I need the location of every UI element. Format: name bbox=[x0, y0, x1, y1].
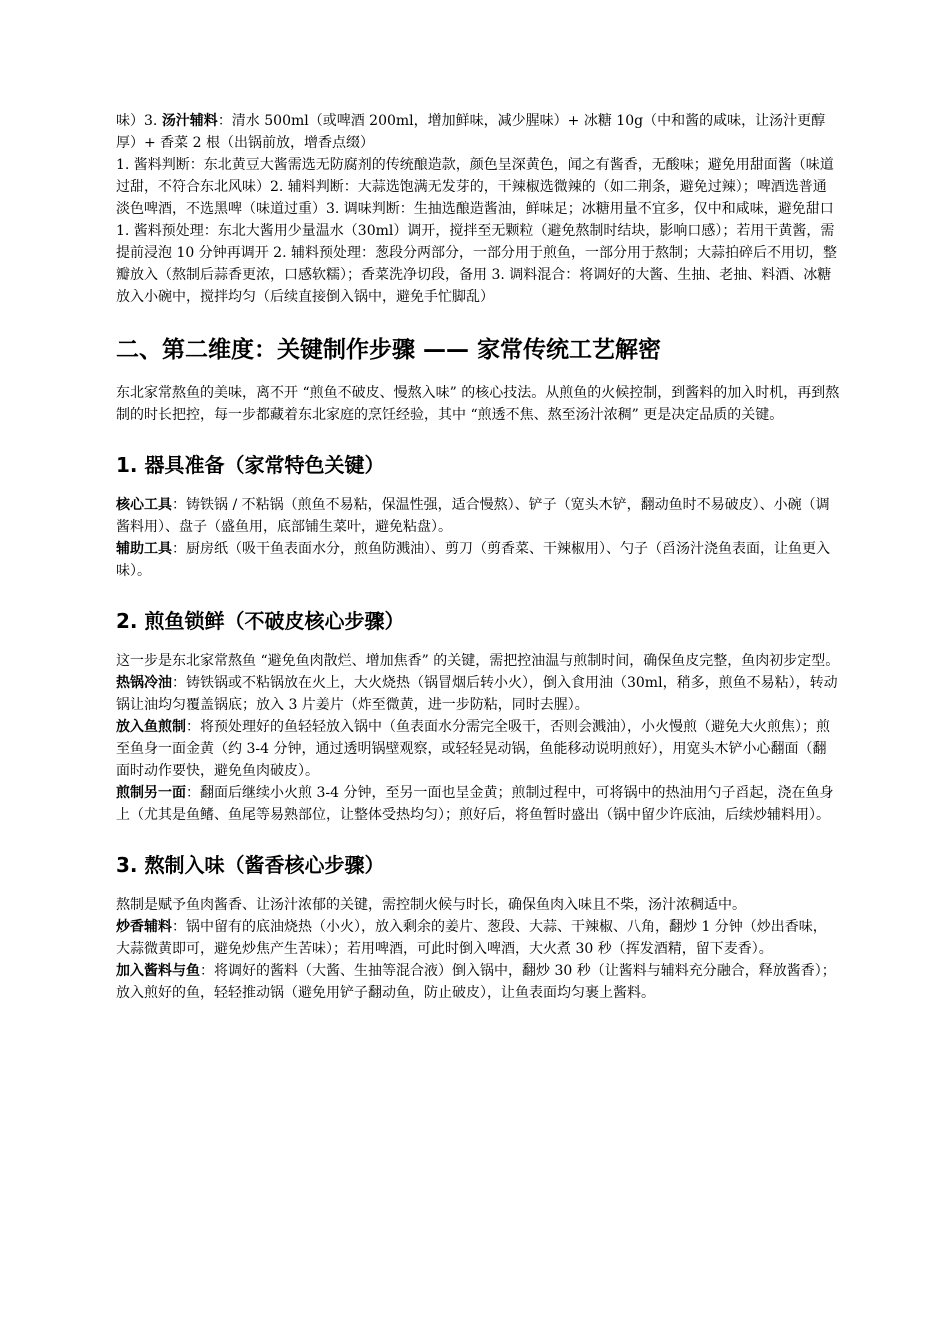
section-intro: 东北家常熬鱼的美味，离不开 “煎鱼不破皮、慢熬入味” 的核心技法。从煎鱼的火候控制，到酱料的加入时机，再到熬制的时长把控，每一步都藏着东北家庭的烹饪经验，其中 “煎透不焦、熬至汤汁浓稠” 更是决定品质的关键。 bbox=[116, 385, 840, 423]
subsection-heading-tools: 1. 器具准备（家常特色关键） bbox=[116, 453, 385, 477]
bold-label: 汤汁辅料 bbox=[161, 113, 218, 129]
paragraph-frying-step3: 煎制另一面：翻面后继续小火煎 3-4 分钟，至另一面也呈金黄；煎制过程中，可将锅中的热油用勺子舀起，浇在鱼身上（尤其是鱼鳍、鱼尾等易熟部位，让整体受热均匀）；煎好后，将鱼暂时盛出（锅中留少许底油，后续炒辅料用）。 bbox=[116, 785, 834, 823]
bold-label: 加入酱料与鱼 bbox=[116, 963, 200, 979]
bold-label: 炒香辅料 bbox=[116, 919, 172, 935]
paragraph-core-tools: 核心工具：铸铁锅 / 不粘锅（煎鱼不易粘，保温性强，适合慢熬）、铲子（宽头木铲，翻动鱼时不易破皮）、小碗（调酱料用）、盘子（盛鱼用，底部铺生菜叶，避免粘盘）。 bbox=[116, 497, 830, 535]
paragraph-preprocessing: 1. 酱料预处理：东北大酱用少量温水（30ml）调开，搅拌至无颗粒（避免熬制时结块，影响口感）；若用干黄酱，需提前浸泡 10 分钟再调开 2. 辅料预处理：葱段分两部分，一部分用于煎鱼，一部分用于熬制；大蒜拍碎后不用切，整瓣放入（熬制后蒜香更浓，口感软糯）；香菜洗净切段，备用 3. 调料混合：将调好的大酱、生抽、老抽、料酒、冰糖放入小碗中，搅拌均匀（后续直接倒入锅中，避免手忙脚乱） bbox=[116, 223, 837, 305]
paragraph-judgement: 1. 酱料判断：东北黄豆大酱需选无防腐剂的传统酿造款，颜色呈深黄色，闻之有酱香，无酸味；避免用甜面酱（味道过甜，不符合东北风味）2. 辅料判断：大蒜选饱满无发芽的，干辣椒选微辣的（如二荆条，避免过辣）；啤酒选普通淡色啤酒，不选黑啤（味道过重）3. 调味判断：生抽选酿造酱油，鲜味足；冰糖用量不宜多，仅中和咸味，避免甜口 bbox=[116, 157, 834, 217]
paragraph-soup-ingredients: 味）3. 汤汁辅料：清水 500ml（或啤酒 200ml，增加鲜味，减少腥味）+ 冰糖 10g（中和酱的咸味，让汤汁更醇厚）+ 香菜 2 根（出锅前放，增香点缀） bbox=[116, 113, 826, 151]
paragraph-frying-step2: 放入鱼煎制：将预处理好的鱼轻轻放入锅中（鱼表面水分需完全吸干，否则会溅油），小火慢煎（避免大火煎焦）；煎至鱼身一面金黄（约 3-4 分钟，通过透明锅壁观察，或轻轻晃动锅，鱼能移动说明煎好），用宽头木铲小心翻面（翻面时动作要快，避免鱼肉破皮）。 bbox=[116, 719, 830, 779]
paragraph-frying-step1: 热锅冷油：铸铁锅或不粘锅放在火上，大火烧热（锅冒烟后转小火），倒入食用油（30ml，稍多，煎鱼不易粘），转动锅让油均匀覆盖锅底；放入 3 片姜片（炸至微黄，进一步防粘，同时去腥）。 bbox=[116, 675, 838, 713]
bold-label: 放入鱼煎制 bbox=[116, 719, 186, 735]
document-page bbox=[116, 110, 840, 1004]
section-heading: 二、第二维度：关键制作步骤 —— 家常传统工艺解密 bbox=[116, 337, 662, 363]
paragraph-braising-intro: 熬制是赋予鱼肉酱香、让汤汁浓郁的关键，需控制火候与时长，确保鱼肉入味且不柴，汤汁浓稠适中。 bbox=[116, 897, 746, 913]
subsection-heading-braising: 3. 熬制入味（酱香核心步骤） bbox=[116, 853, 385, 877]
paragraph-braising-step1: 炒香辅料：锅中留有的底油烧热（小火），放入剩余的姜片、葱段、大蒜、干辣椒、八角，翻炒 1 分钟（炒出香味，大蒜微黄即可，避免炒焦产生苦味）；若用啤酒，可此时倒入啤酒，大火煮 30 秒（挥发酒精，留下麦香）。 bbox=[116, 919, 827, 957]
bold-label: 辅助工具 bbox=[116, 541, 172, 557]
bold-label: 核心工具 bbox=[116, 497, 172, 513]
paragraph-braising-step2: 加入酱料与鱼：将调好的酱料（大酱、生抽等混合液）倒入锅中，翻炒 30 秒（让酱料与辅料充分融合，释放酱香）；放入煎好的鱼，轻轻推动锅（避免用铲子翻动鱼，防止破皮），让鱼表面均匀裹上酱料。 bbox=[116, 963, 836, 1001]
paragraph-aux-tools: 辅助工具：厨房纸（吸干鱼表面水分，煎鱼防溅油）、剪刀（剪香菜、干辣椒用）、勺子（舀汤汁浇鱼表面，让鱼更入味）。 bbox=[116, 541, 830, 579]
subsection-heading-frying: 2. 煎鱼锁鲜（不破皮核心步骤） bbox=[116, 609, 405, 633]
paragraph-frying-intro: 这一步是东北家常熬鱼 “避免鱼肉散烂、增加焦香” 的关键，需把控油温与煎制时间，确保鱼皮完整，鱼肉初步定型。 bbox=[116, 653, 840, 669]
bold-label: 热锅冷油 bbox=[116, 675, 172, 691]
bold-label: 煎制另一面 bbox=[116, 785, 186, 801]
